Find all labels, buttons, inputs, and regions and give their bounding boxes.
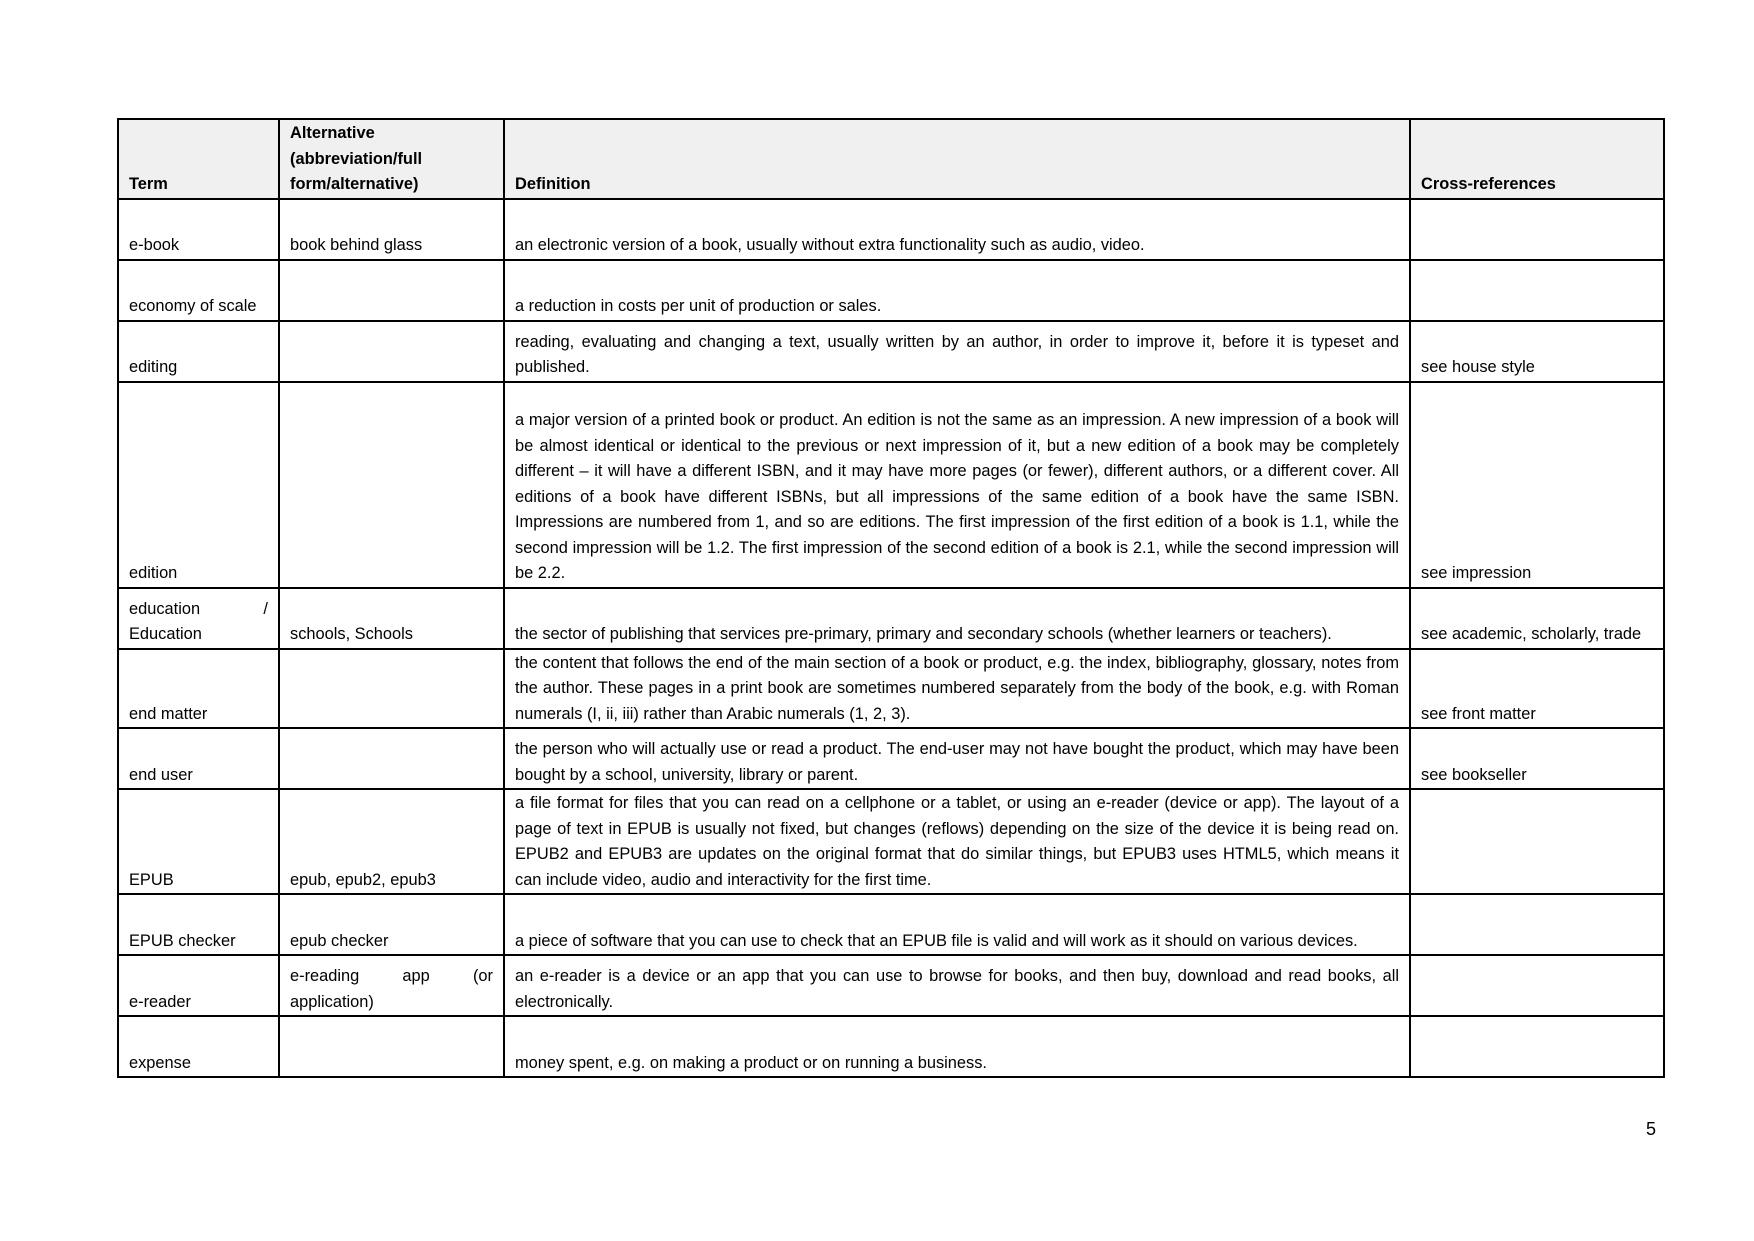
term-cell: end matter <box>118 649 279 729</box>
term-cell: EPUB <box>118 789 279 894</box>
table-row <box>118 894 1664 955</box>
table-row <box>118 588 1664 649</box>
cross-reference-cell: see impression <box>1410 382 1664 588</box>
cross-reference-cell <box>1410 894 1664 955</box>
alternative-cell <box>279 382 504 588</box>
term-cell: EPUB checker <box>118 894 279 955</box>
alternative-cell <box>279 649 504 729</box>
table-row <box>118 382 1664 588</box>
table-row <box>118 199 1664 260</box>
cross-reference-cell: see house style <box>1410 321 1664 382</box>
cross-reference-cell: see front matter <box>1410 649 1664 729</box>
definition-cell: reading, evaluating and changing a text, usually written by an author, in order to improve it, before it is typeset and published. <box>504 321 1410 382</box>
alternative-cell <box>279 728 504 789</box>
table-row <box>118 260 1664 321</box>
term-cell: e-book <box>118 199 279 260</box>
definition-cell: a reduction in costs per unit of production or sales. <box>504 260 1410 321</box>
definition-cell: a file format for files that you can read on a cellphone or a tablet, or using an e-reader (device or app). The layout of a page of text in EPUB is usually not fixed, but changes (reflows) depending on the size of the device it is being read on. EPUB2 and EPUB3 are updates on the original format that do similar things, but EPUB3 uses HTML5, which means it can include video, audio and interactivity for the first time. <box>504 789 1410 894</box>
header-alternative: Alternative (abbreviation/full form/alternative) <box>279 119 504 199</box>
definition-cell: a major version of a printed book or product. An edition is not the same as an impression. A new impression of a book will be almost identical or identical to the previous or next impression of it, but a new edition of a book may be completely different – it will have a different ISBN, and it may have more pages (or fewer), different authors, or a different cover. All editions of a book have different ISBNs, but all impressions of the same edition of a book have the same ISBN. Impressions are numbered from 1, and so are editions. The first impression of the first edition of a book is 1.1, while the second impression will be 1.2. The first impression of the second edition of a book is 2.1, while the second impression will be 2.2. <box>504 382 1410 588</box>
cross-reference-cell <box>1410 955 1664 1016</box>
cross-reference-cell: see bookseller <box>1410 728 1664 789</box>
table-row <box>118 955 1664 1016</box>
term-cell: e-reader <box>118 955 279 1016</box>
header-row <box>118 119 1664 199</box>
definition-cell: an electronic version of a book, usually without extra functionality such as audio, video. <box>504 199 1410 260</box>
page-number: 5 <box>1645 1119 1656 1139</box>
definition-cell: the sector of publishing that services pre-primary, primary and secondary schools (whether learners or teachers). <box>504 588 1410 649</box>
term-cell: education / Education <box>118 588 279 649</box>
definition-cell: an e-reader is a device or an app that you can use to browse for books, and then buy, download and read books, all electronically. <box>504 955 1410 1016</box>
term-cell: economy of scale <box>118 260 279 321</box>
term-cell: editing <box>118 321 279 382</box>
cross-reference-cell <box>1410 789 1664 894</box>
header-definition: Definition <box>504 119 1410 199</box>
term-cell: edition <box>118 382 279 588</box>
table-row <box>118 1016 1664 1077</box>
definition-cell: the person who will actually use or read a product. The end-user may not have bought the product, which may have been bought by a school, university, library or parent. <box>504 728 1410 789</box>
table-row <box>118 649 1664 729</box>
alternative-cell: epub, epub2, epub3 <box>279 789 504 894</box>
definition-cell: a piece of software that you can use to check that an EPUB file is valid and will work as it should on various devices. <box>504 894 1410 955</box>
alternative-cell <box>279 321 504 382</box>
alternative-cell <box>279 1016 504 1077</box>
table-row <box>118 789 1664 894</box>
cross-reference-cell: see academic, scholarly, trade <box>1410 588 1664 649</box>
alternative-cell: epub checker <box>279 894 504 955</box>
alternative-cell: e-reading app (or application) <box>279 955 504 1016</box>
definition-cell: money spent, e.g. on making a product or on running a business. <box>504 1016 1410 1077</box>
definition-cell: the content that follows the end of the main section of a book or product, e.g. the index, bibliography, glossary, notes from the author. These pages in a print book are sometimes numbered separately from the body of the book, e.g. with Roman numerals (I, ii, iii) rather than Arabic numerals (1, 2, 3). <box>504 649 1410 729</box>
cross-reference-cell <box>1410 199 1664 260</box>
cross-reference-cell <box>1410 1016 1664 1077</box>
table-row <box>118 321 1664 382</box>
cross-reference-cell <box>1410 260 1664 321</box>
glossary-table <box>117 118 1665 1078</box>
alternative-cell: schools, Schools <box>279 588 504 649</box>
header-cross-references: Cross-references <box>1410 119 1664 199</box>
alternative-cell <box>279 260 504 321</box>
alternative-cell: book behind glass <box>279 199 504 260</box>
table-row <box>118 728 1664 789</box>
term-cell: expense <box>118 1016 279 1077</box>
term-cell: end user <box>118 728 279 789</box>
header-term: Term <box>118 119 279 199</box>
